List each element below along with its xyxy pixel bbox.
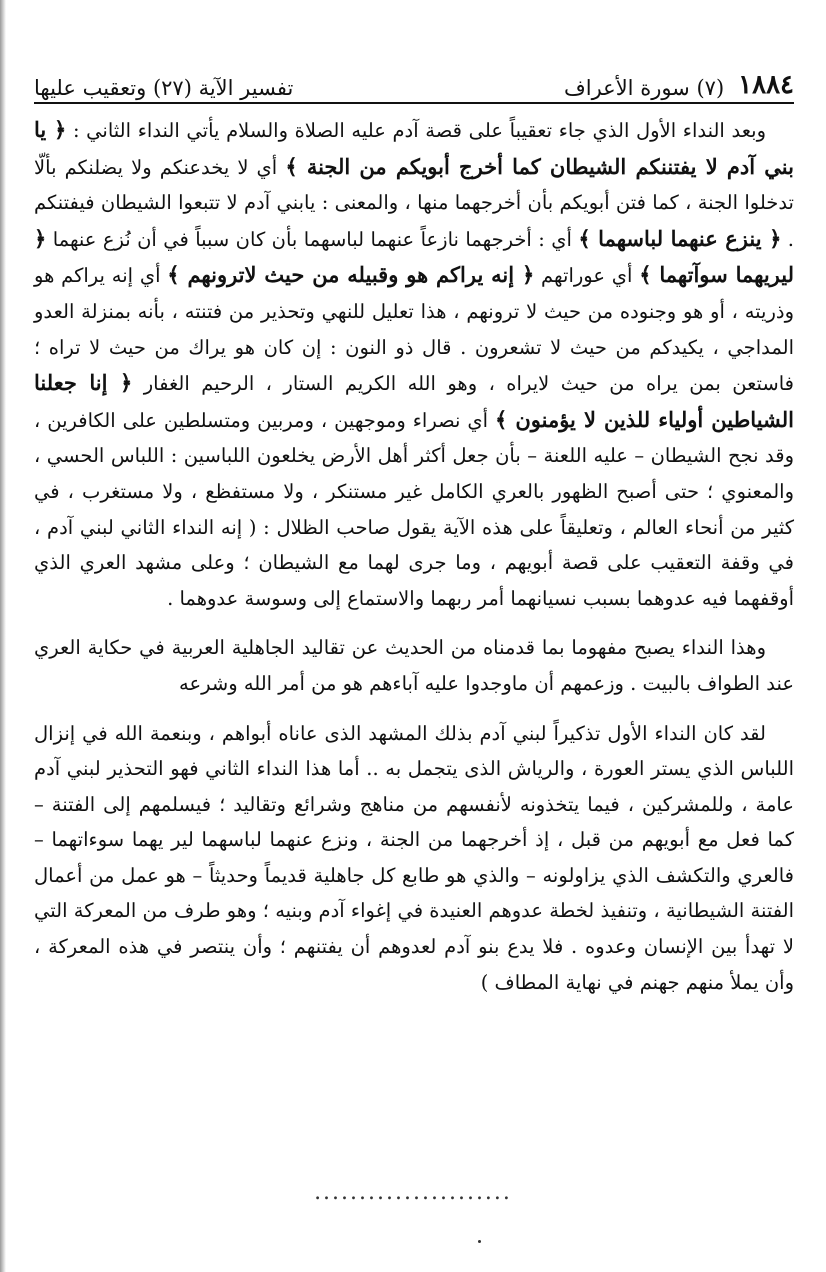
quran-verse: ﴿ إنه يراكم هو وقبيله من حيث لاترونهم ﴾ bbox=[167, 262, 535, 288]
end-separator: ...................... bbox=[314, 1180, 512, 1205]
header-divider bbox=[34, 102, 794, 104]
page-body bbox=[34, 112, 794, 1000]
page-header bbox=[34, 60, 794, 100]
page-speck bbox=[478, 1240, 481, 1243]
section-title: تفسير الآية (٢٧) وتعقيب عليها bbox=[34, 76, 294, 100]
header-right-group bbox=[564, 70, 794, 100]
quran-verse: ﴿ ليريهما سوآتهما ﴾ bbox=[34, 225, 794, 288]
commentary-text: أي عوراتهم bbox=[534, 264, 640, 288]
commentary-text: أي إنه يراكم هو وذريته ، أو هو وجنوده من حيث لا ترونهم ، هذا تعليل للنهي وتحذير من فتنته ، بأنه بمنزلة العدو المداجي ، يكيدكم من حيث لا تشعرون . قال ذو النون : إن كان هو يراك من حيث لا تراه ؛ فاستعن بمن يراه من حيث لايراه ، وهو الله الكريم الستار ، الرحيم الغفار bbox=[34, 264, 794, 396]
paragraph-zilal-quote: لقد كان النداء الأول تذكيراً لبني آدم بذلك المشهد الذى عاناه أبواهم ، وبنعمة الله في إنزال اللباس الذي يستر العورة ، والرياش الذى يتجمل به .. أما هذا النداء الثاني فهو التحذير لبني آدم عامة ، وللمشركين ، فيما يتخذونه لأنفسهم من مناهج وشرائع وتقاليد ؛ فيسلمهم إلى الفتنة – كما فعل مع أبويهم من قبل ، إذ أخرجهما من الجنة ، ونزع عنهما لباسهما لير يهما سوءاتهما – فالعري والتكشف الذي يزاولونه – والذي هو طابع كل جاهلية قديماً وحديثاً – هو عمل من أعمال الفتنة الشيطانية ، وتنفيذ لخطة عدوهم العنيدة في إغواء آدم وبنيه ؛ وهو طرف من المعركة التي لا تهدأ بين الإنسان وعدوه . فلا يدع بنو آدم لعدوهم أن يفتنهم ؛ وأن ينتصر في هذه المعركة ، وأن يملأ منهم جهنم في نهاية المطاف ) bbox=[34, 721, 794, 994]
paragraph-commentary bbox=[34, 112, 794, 616]
quran-verse: ﴿ يا بني آدم لا يفتننكم الشيطان كما أخرج أبويكم من الجنة ﴾ bbox=[34, 117, 794, 179]
surah-title: (٧) سورة الأعراف bbox=[563, 76, 725, 100]
commentary-text: أي نصراء وموجهين ، ومربين ومتسلطين على الكافرين ، وقد نجح الشيطان – عليه اللعنة – بأن جعل أكثر أهل الأرض يخلعون اللباسين : اللباس الحسي ، والمعنوي ؛ حتى أصبح الظهور بالعري الكامل غير مستنكر ، ولا مستفظع ، ولا مستغرب ، في كثير من أنحاء العالم ، وتعليقاً على هذه الآية يقول صاحب الظلال : ( إنه النداء الثاني لبني آدم ، في وقفة التعقيب على قصة أبويهم ، وما جرى لهما مع الشيطان ؛ وعلى مشهد العري الذي أوقفهما فيه عدوهما بسبب نسيانهما أمر ربهما والاستماع إلى وسوسة عدوهما . bbox=[34, 408, 794, 610]
commentary-text: وبعد النداء الأول الذي جاء تعقيباً على قصة آدم عليه الصلاة والسلام يأتي النداء الثاني : bbox=[66, 119, 766, 142]
quran-verse: ﴿ ينزع عنهما لباسهما ﴾ bbox=[578, 225, 782, 251]
quran-verse: ﴿ إنا جعلنا الشياطين أولياء للذين لا يؤمنون ﴾ bbox=[34, 370, 795, 432]
page-binding-shadow bbox=[0, 0, 6, 1272]
page-number: ١٨٨٤ bbox=[738, 70, 794, 100]
commentary-text: أي لا يخدعنكم ولا يضلنكم بألّا تدخلوا الجنة ، كما فتن أبويكم بأن أخرجهما منها ، والمعنى : يابني آدم لا تتبعوا الشيطان فيفتنكم . bbox=[34, 155, 794, 251]
paragraph-jahiliya: وهذا النداء يصبح مفهوما بما قدمناه من الحديث عن تقاليد الجاهلية العربية في حكاية العري عند الطواف بالبيت . وزعمهم أن ماوجدوا عليه آباءهم هو من أمر الله وشرعه bbox=[34, 636, 794, 695]
commentary-text: أي : أخرجهما نازعاً عنهما لباسهما بأن كان سبباً في أن نُزع عنهما bbox=[46, 227, 579, 251]
